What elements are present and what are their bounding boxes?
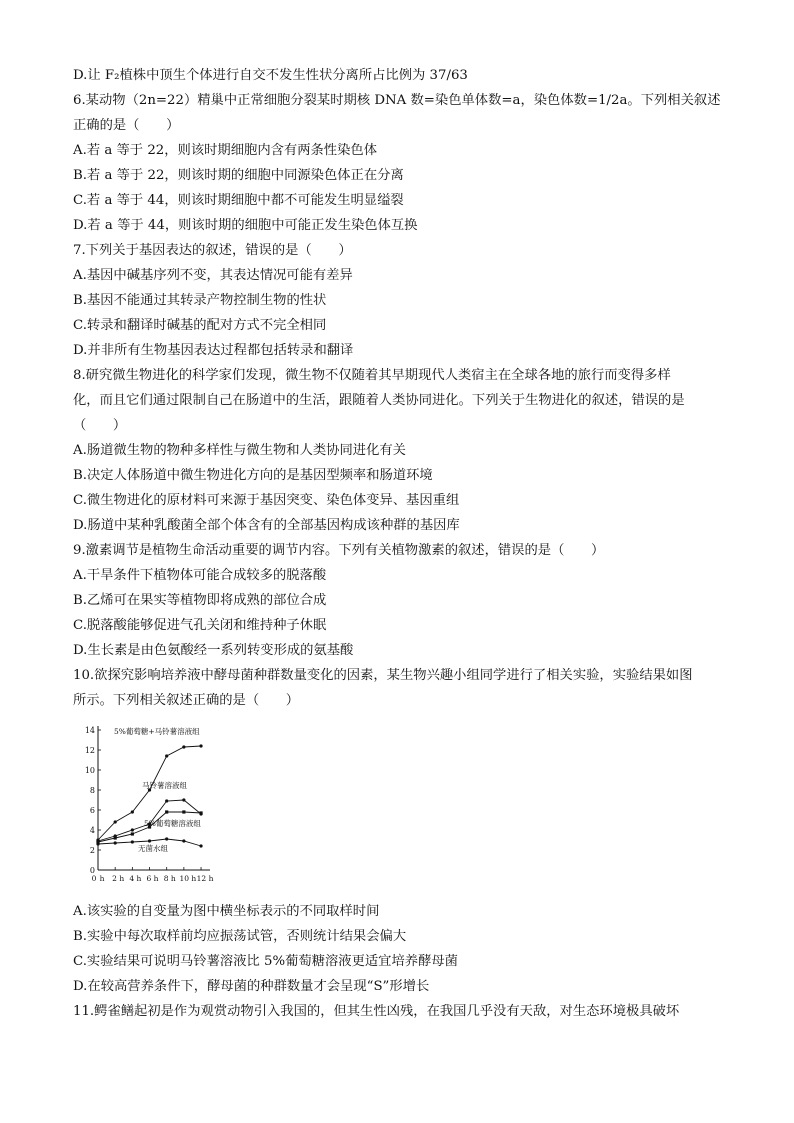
text-line: B.乙烯可在果实等植物即将成熟的部位合成: [73, 593, 327, 608]
data-point: [131, 840, 134, 843]
text-line: C.脱落酸能够促进气孔关闭和维持种子休眠: [73, 618, 327, 633]
data-point: [131, 828, 134, 831]
text-line: B.若 a 等于 22，则该时期的细胞中同源染色体正在分离: [73, 168, 404, 183]
data-point: [165, 810, 168, 813]
data-point: [182, 798, 185, 801]
series-label: 5%葡萄糖+马铃薯溶液组: [114, 727, 200, 736]
series-label: 马铃薯溶液组: [142, 781, 187, 790]
x-tick-label: 12 h: [196, 874, 214, 883]
text-line: B.基因不能通过其转录产物控制生物的性状: [73, 293, 327, 308]
text-line: A.基因中碱基序列不变，其表达情况可能有差异: [73, 268, 353, 283]
text-line: 正确的是（ ）: [73, 118, 180, 133]
data-point: [165, 799, 168, 802]
text-line: D.在较高营养条件下，酵母菌的种群数量才会呈现“S”形增长: [73, 979, 430, 994]
data-point: [165, 837, 168, 840]
text-line: D.若 a 等于 44，则该时期的细胞中可能正发生染色体互换: [73, 218, 418, 233]
series-label: 无菌水组: [138, 844, 168, 853]
y-tick-label: 0: [89, 866, 95, 875]
data-point: [182, 839, 185, 842]
text-line: 11.鳄雀鳝起初是作为观赏动物引入我国的，但其生性凶残，在我国几乎没有天敌，对生态环境极具破坏: [73, 1004, 680, 1019]
text-line: 10.欲探究影响培养液中酵母菌种群数量变化的因素，某生物兴趣小组同学进行了相关实验，实验结果如图: [73, 668, 693, 683]
text-line: B.实验中每次取样前均应振荡试管，否则统计结果会偏大: [73, 929, 407, 944]
chart-svg: [80, 718, 220, 888]
data-point: [182, 745, 185, 748]
text-line: C.微生物进化的原材料可来源于基因突变、染色体变异、基因重组: [73, 493, 460, 508]
data-point: [131, 810, 134, 813]
text-line: A.该实验的自变量为图中横坐标表示的不同取样时间: [73, 904, 380, 919]
data-point: [182, 810, 185, 813]
y-tick-label: 8: [89, 786, 95, 795]
text-line: A.干旱条件下植物体可能合成较多的脱落酸: [73, 568, 327, 583]
x-tick-label: 6 h: [146, 874, 159, 883]
text-line: 8.研究微生物进化的科学家们发现，微生物不仅随着其早期现代人类宿主在全球各地的旅行而变得多样: [73, 368, 671, 383]
text-line: D.并非所有生物基因表达过程都包括转录和翻译: [73, 343, 354, 358]
text-line: A.肠道微生物的物种多样性与微生物和人类协同进化有关: [73, 443, 406, 458]
x-tick-label: 4 h: [129, 874, 142, 883]
data-point: [114, 820, 117, 823]
data-point: [199, 844, 202, 847]
y-tick-label: 4: [89, 826, 95, 835]
text-line: 7.下列关于基因表达的叙述，错误的是（ ）: [73, 243, 352, 258]
text-line: D.让 F₂植株中顶生个体进行自交不发生性状分离所占比例为 37/63: [73, 68, 468, 83]
text-line: 化，而且它们通过限制自己在肠道中的生活，跟随着人类协同进化。下列关于生物进化的叙述，错误的是: [73, 393, 685, 408]
data-point: [199, 811, 202, 814]
yeast-population-chart: [80, 718, 220, 888]
text-line: C.转录和翻译时碱基的配对方式不完全相同: [73, 318, 327, 333]
data-point: [165, 754, 168, 757]
y-tick-label: 10: [84, 766, 95, 775]
data-point: [96, 842, 99, 845]
x-tick-label: 2 h: [112, 874, 125, 883]
data-point: [131, 832, 134, 835]
text-line: B.决定人体肠道中微生物进化方向的是基因型频率和肠道环境: [73, 468, 433, 483]
text-line: 9.激素调节是植物生命活动重要的调节内容。下列有关植物激素的叙述，错误的是（ ）: [73, 543, 605, 558]
x-tick-label: 10 h: [179, 874, 197, 883]
y-tick-label: 12: [84, 746, 95, 755]
text-line: 所示。下列相关叙述正确的是（ ）: [73, 693, 300, 708]
text-line: D.肠道中某种乳酸菌全部个体含有的全部基因构成该种群的基因库: [73, 518, 460, 533]
series-label: 5%葡萄糖溶液组: [144, 819, 201, 828]
data-point: [148, 839, 151, 842]
text-line: A.若 a 等于 22，则该时期细胞内含有两条性染色体: [73, 143, 377, 158]
text-line: 6.某动物（2n=22）精巢中正常细胞分裂某时期核 DNA 数=染色单体数=a，染色体数=1/2a。下列相关叙述: [73, 93, 721, 108]
data-point: [114, 836, 117, 839]
text-line: C.若 a 等于 44，则该时期细胞中都不可能发生明显缢裂: [73, 193, 404, 208]
x-tick-label: 8 h: [163, 874, 176, 883]
text-line: C.实验结果可说明马铃薯溶液比 5%葡萄糖溶液更适宜培养酵母菌: [73, 954, 458, 969]
x-tick-label: h: [99, 874, 105, 883]
y-tick-label: 6: [89, 806, 95, 815]
y-tick-label: 2: [89, 846, 95, 855]
text-line: D.生长素是由色氨酸经一系列转变形成的氨基酸: [73, 643, 354, 658]
x-tick-label: 0: [91, 874, 97, 883]
text-line: （ ）: [73, 418, 127, 433]
data-point: [114, 841, 117, 844]
y-tick-label: 14: [84, 726, 95, 735]
data-point: [199, 744, 202, 747]
